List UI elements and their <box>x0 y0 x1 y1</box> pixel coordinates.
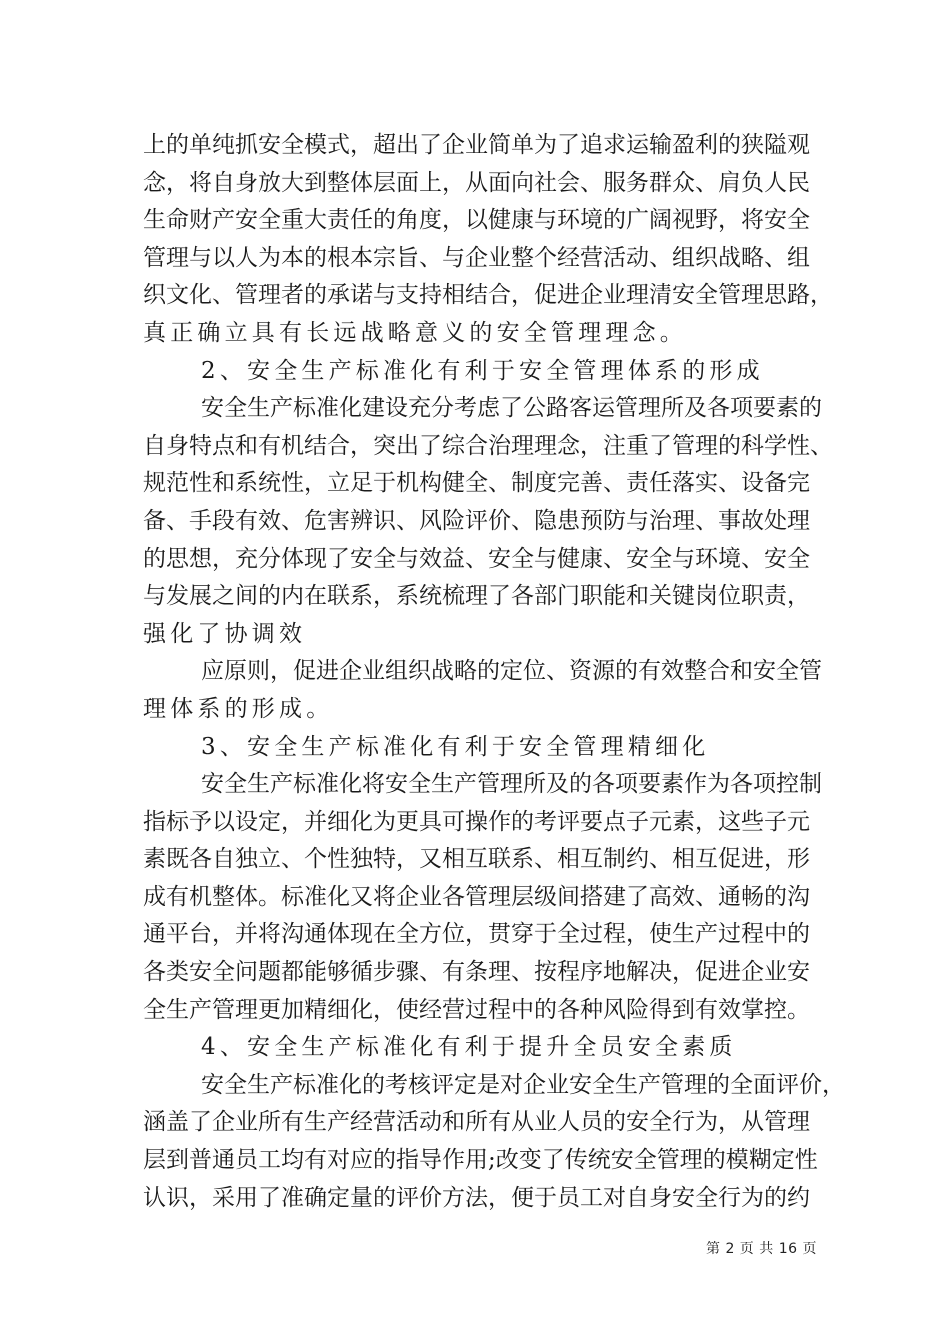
body-text-line: 管理与以人为本的根本宗旨、与企业整个经营活动、组织战略、组 <box>143 244 810 271</box>
body-text-line: 涵盖了企业所有生产经营活动和所有从业人员的安全行为，从管理 <box>143 1109 810 1136</box>
body-text-line: 全生产管理更加精细化，使经营过程中的各种风险得到有效掌控。 <box>143 996 810 1023</box>
body-text-line: 安全生产标准化建设充分考虑了公路客运管理所及各项要素的 <box>201 395 822 422</box>
body-text-line: 应原则，促进企业组织战略的定位、资源的有效整合和安全管 <box>201 658 822 685</box>
body-text-line: 自身特点和有机结合，突出了综合治理理念，注重了管理的科学性、 <box>143 432 833 459</box>
body-text-line: 与发展之间的内在联系，系统梳理了各部门职能和关键岗位职责， <box>143 583 810 610</box>
page-number-footer: 第 2 页 共 16 页 <box>706 1241 817 1257</box>
body-text-line: 念，将自身放大到整体层面上，从面向社会、服务群众、肩负人民 <box>143 169 810 196</box>
body-text-line: 上的单纯抓安全模式，超出了企业简单为了追求运输盈利的狭隘观 <box>143 132 810 158</box>
body-text-line: 通平台，并将沟通体现在全方位，贯穿于全过程，使生产过程中的 <box>143 921 810 948</box>
body-text-line: 认识，采用了准确定量的评价方法，便于员工对自身安全行为的约 <box>143 1184 810 1211</box>
body-text-line: 素既各自独立、个性独特，又相互联系、相互制约、相互促进，形 <box>143 846 810 873</box>
body-text-line: 指标予以设定，并细化为更具可操作的考评要点子元素，这些子元 <box>143 808 810 835</box>
body-text-line: 备、手段有效、危害辨识、风险评价、隐患预防与治理、事故处理 <box>143 507 810 534</box>
body-text-line: 织文化、管理者的承诺与支持相结合，促进企业理清安全管理思路， <box>143 282 833 309</box>
body-text-line: 各类安全问题都能够循步骤、有条理、按程序地解决，促进企业安 <box>143 959 810 986</box>
body-text-line: 的思想，充分体现了安全与效益、安全与健康、安全与环境、安全 <box>143 545 810 572</box>
document-body <box>143 127 845 1217</box>
body-text-line: 生命财产安全重大责任的角度，以健康与环境的广阔视野，将安全 <box>143 207 810 234</box>
section-heading: 2、安全生产标准化有利于安全管理体系的形成 <box>201 357 764 384</box>
body-text-line: 理体系的形成。 <box>143 695 334 722</box>
body-text-line: 安全生产标准化的考核评定是对企业安全生产管理的全面评价， <box>201 1071 845 1098</box>
body-text-line: 层到普通员工均有对应的指导作用;改变了传统安全管理的模糊定性 <box>143 1147 818 1174</box>
body-text-line: 强化了协调效 <box>143 620 307 647</box>
body-text-line: 规范性和系统性，立足于机构健全、制度完善、责任落实、设备完 <box>143 470 810 497</box>
body-text-line: 真正确立具有长远战略意义的安全管理理念。 <box>143 319 687 346</box>
section-heading: 4、安全生产标准化有利于提升全员安全素质 <box>201 1034 737 1061</box>
section-heading: 3、安全生产标准化有利于安全管理精细化 <box>201 733 710 760</box>
body-text-line: 成有机整体。标准化又将企业各管理层级间搭建了高效、通畅的沟 <box>143 883 810 910</box>
body-text-line: 安全生产标准化将安全生产管理所及的各项要素作为各项控制 <box>201 771 822 798</box>
